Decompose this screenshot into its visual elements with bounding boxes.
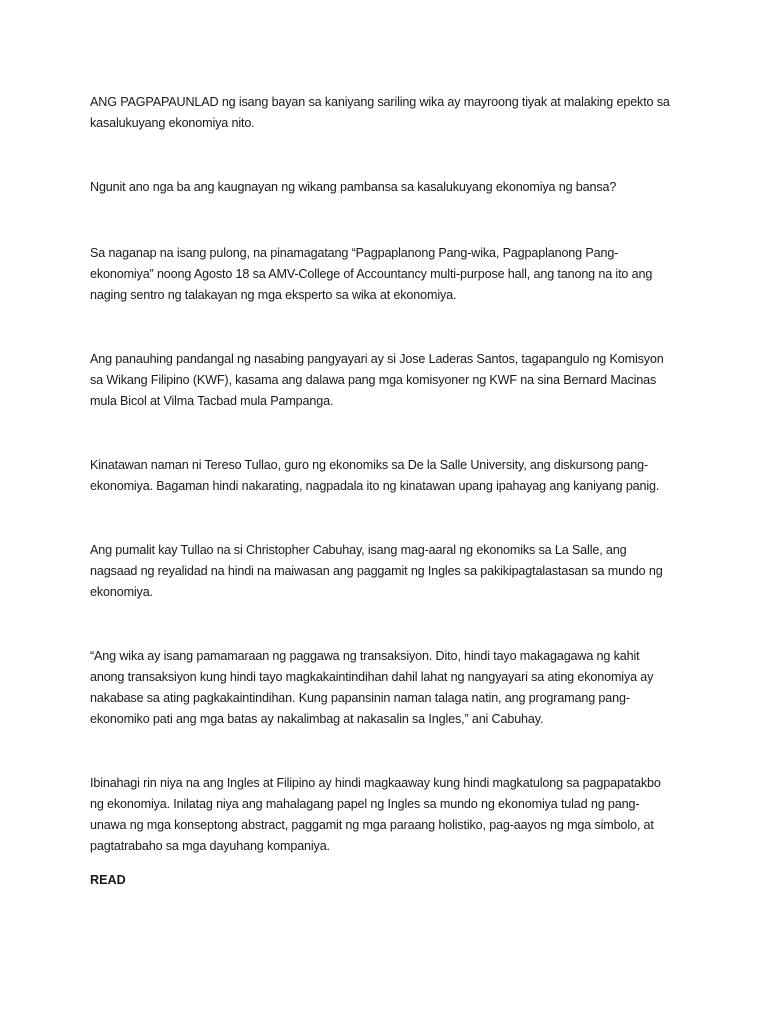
paragraph-line: anong transaksiyon kung hindi tayo magkakaintindihan dahil lahat ng nangyayari sa ating ekonomiya ay <box>90 670 654 684</box>
paragraph-line: ekonomiya. Bagaman hindi nakarating, nagpadala ito ng kinatawan upang ipahayag ang kaniyang panig. <box>90 479 660 493</box>
paragraph-line: ng ekonomiya. Inilatag niya ang mahalagang papel ng Ingles sa mundo ng ekonomiya tulad ng pang- <box>90 797 640 811</box>
paragraph-line: “Ang wika ay isang pamamaraan ng paggawa ng transaksiyon. Dito, hindi tayo makagagawa ng kahit <box>90 649 640 663</box>
read-link[interactable]: READ <box>90 873 126 887</box>
paragraph-cabuhay <box>90 540 690 603</box>
paragraph-line: naging sentro ng talakayan ng mga eksperto sa wika at ekonomiya. <box>90 288 457 302</box>
paragraph-line: kasalukuyang ekonomiya nito. <box>90 116 255 130</box>
paragraph-line: Kinatawan naman ni Tereso Tullao, guro ng ekonomiks sa De la Salle University, ang diskursong pang- <box>90 458 649 472</box>
paragraph-line: Ibinahagi rin niya na ang Ingles at Filipino ay hindi magkaaway kung hindi magkatulong sa pagpapatakbo <box>90 776 661 790</box>
paragraph-line: ekonomiya” noong Agosto 18 sa AMV-College of Accountancy multi-purpose hall, ang tanong na ito ang <box>90 267 653 281</box>
paragraph-line: Ngunit ano nga ba ang kaugnayan ng wikang pambansa sa kasalukuyang ekonomiya ng bansa? <box>90 180 617 194</box>
paragraph-line: ekonomiya. <box>90 585 153 599</box>
paragraph-question <box>90 177 690 198</box>
paragraph-line: Ang pumalit kay Tullao na si Christopher Cabuhay, isang mag-aaral ng ekonomiks sa La Salle, ang <box>90 543 627 557</box>
paragraph-line: Ang panauhing pandangal ng nasabing pangyayari ay si Jose Laderas Santos, tagapangulo ng Komisyon <box>90 352 664 366</box>
paragraph-line: Sa naganap na isang pulong, na pinamagatang “Pagpaplanong Pang-wika, Pagpaplanong Pang- <box>90 246 619 260</box>
paragraph-line: sa Wikang Filipino (KWF), kasama ang dalawa pang mga komisyoner ng KWF na sina Bernard Macinas <box>90 373 657 387</box>
paragraph-line: mula Bicol at Vilma Tacbad mula Pampanga. <box>90 394 334 408</box>
paragraph-line: pagtatrabaho sa mga dayuhang kompaniya. <box>90 839 330 853</box>
paragraph-line: nakabase sa ating pagkakaintindihan. Kung papansinin naman talaga natin, ang programang pang- <box>90 691 630 705</box>
paragraph-english-filipino <box>90 773 690 857</box>
paragraph-guest <box>90 349 690 412</box>
paragraph-line: nagsaad ng reyalidad na hindi na maiwasan ang paggamit ng Ingles sa pakikipagtalastasan sa mundo ng <box>90 564 663 578</box>
paragraph-tullao <box>90 455 690 497</box>
paragraph-line: ekonomiko pati ang mga batas ay nakalimbag at nakasalin sa Ingles,” ani Cabuhay. <box>90 712 544 726</box>
paragraph-line: unawa ng mga konseptong abstract, paggamit ng mga paraang holistiko, pag-aayos ng mga simbolo, at <box>90 818 654 832</box>
paragraph-line: ANG PAGPAPAUNLAD ng isang bayan sa kaniyang sariling wika ay mayroong tiyak at malaking epekto sa <box>90 95 670 109</box>
paragraph-quote <box>90 646 690 730</box>
paragraph-meeting <box>90 243 690 306</box>
paragraph-intro <box>90 92 690 134</box>
